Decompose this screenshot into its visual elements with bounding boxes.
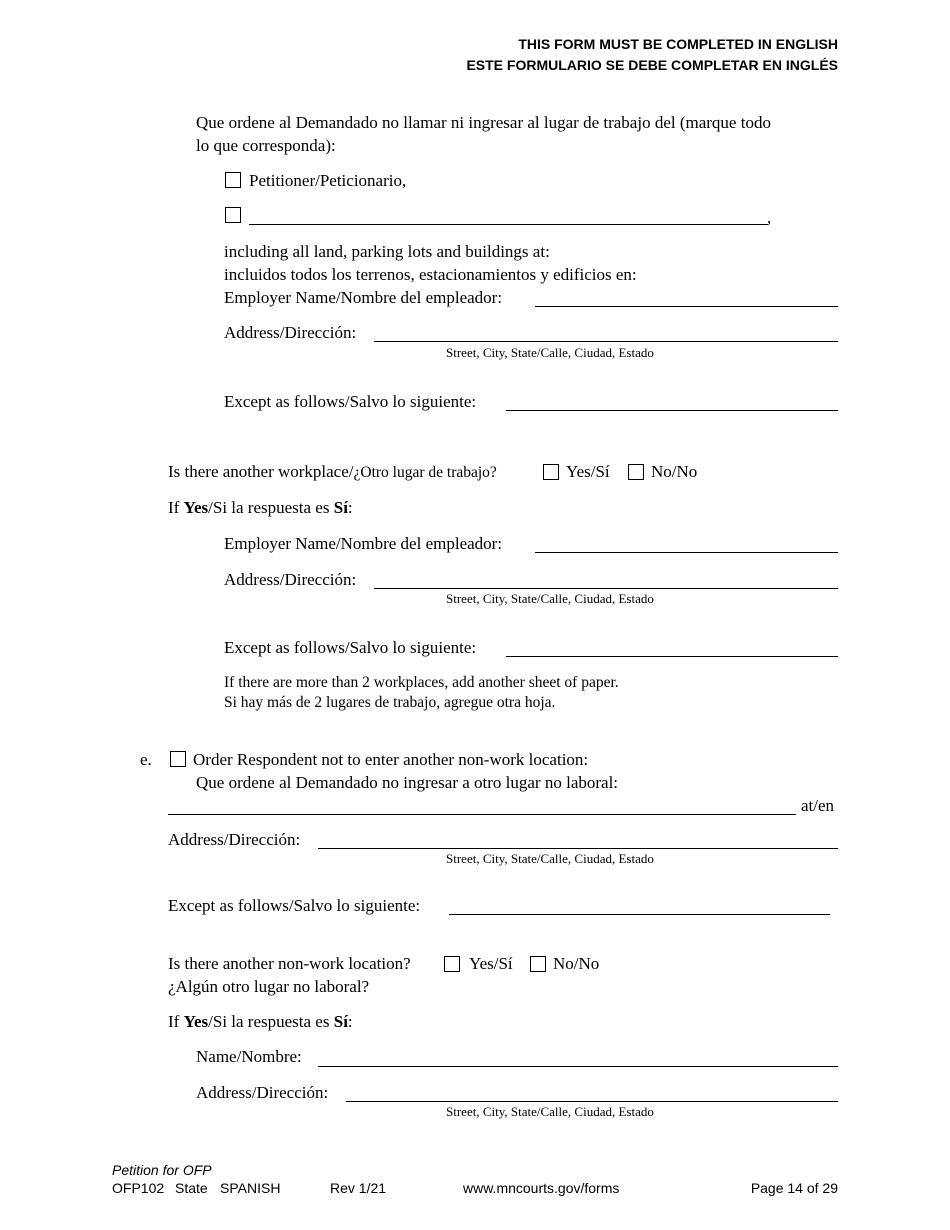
employer-name-label: Employer Name/Nombre del empleador: [224,288,503,307]
another-non-work-no-label: No/No [553,954,600,973]
including-english: including all land, parking lots and buildings at: [224,242,550,261]
non-work-except-field[interactable] [449,914,830,915]
at-en-label: at/en [801,796,835,815]
section-e-title-en: Order Respondent not to enter another non-work location: [193,750,589,769]
more-workplaces-note-es: Si hay más de 2 lugares de trabajo, agregue otra hoja. [224,694,556,711]
if-yes-instruction: If Yes/Si la respuesta es Sí: [168,498,353,517]
including-spanish: incluidos todos los terrenos, estacionamientos y edificios en: [224,265,637,284]
non-work-location-checkbox[interactable] [170,751,186,767]
other-person-name-field[interactable] [249,224,768,225]
footer-form-id: OFP102 [112,1180,165,1196]
address-field-2[interactable] [374,588,838,589]
section-e-title-es: Que ordene al Demandado no ingresar a otro lugar no laboral: [196,773,619,792]
another-non-work-question: Is there another non-work location? [168,954,411,973]
address-field[interactable] [374,341,838,342]
address-hint-2: Street, City, State/Calle, Ciudad, Estado [446,591,654,606]
other-person-checkbox[interactable] [225,207,241,223]
employer-name-label-2: Employer Name/Nombre del empleador: [224,534,503,553]
footer-title: Petition for OFP [112,1162,212,1178]
if-yes-instruction-2: If Yes/Si la respuesta es Sí: [168,1012,353,1031]
petitioner-checkbox[interactable] [225,172,241,188]
address-label: Address/Dirección: [224,323,357,342]
employer-name-field-2[interactable] [535,552,838,553]
workplace-intro-line1: Que ordene al Demandado no llamar ni ingresar al lugar de trabajo del (marque todo [196,113,771,132]
non-work-address-label: Address/Dirección: [168,830,301,849]
footer-page-number: Page 14 of 29 [750,1180,838,1196]
name-field[interactable] [318,1066,838,1067]
another-non-work-yes-checkbox[interactable] [444,956,460,972]
name-label: Name/Nombre: [196,1047,302,1066]
another-non-work-question-es: ¿Algún otro lugar no laboral? [168,977,370,996]
petitioner-option-label: Petitioner/Peticionario, [249,171,407,190]
another-workplace-no-label: No/No [651,462,698,481]
except-label: Except as follows/Salvo lo siguiente: [224,392,477,411]
non-work-address-field[interactable] [318,848,838,849]
address-hint-3: Street, City, State/Calle, Ciudad, Estado [446,1104,654,1119]
another-non-work-no-checkbox[interactable] [530,956,546,972]
another-workplace-yes-checkbox[interactable] [543,464,559,480]
footer-state: State [175,1180,208,1196]
header-spanish-notice: ESTE FORMULARIO SE DEBE COMPLETAR EN INGLÉS [466,57,838,73]
address-label-3: Address/Dirección: [196,1083,329,1102]
employer-name-field[interactable] [535,306,838,307]
non-work-address-hint: Street, City, State/Calle, Ciudad, Estado [446,851,654,866]
address-hint: Street, City, State/Calle, Ciudad, Estado [446,345,654,360]
except-label-2: Except as follows/Salvo lo siguiente: [224,638,477,657]
footer-language: SPANISH [220,1180,281,1196]
another-workplace-no-checkbox[interactable] [628,464,644,480]
address-field-3[interactable] [346,1101,838,1102]
header-english-notice: THIS FORM MUST BE COMPLETED IN ENGLISH [518,36,838,52]
section-e-letter: e. [140,750,152,769]
footer-url[interactable]: www.mncourts.gov/forms [463,1180,620,1196]
non-work-location-field[interactable] [168,814,796,815]
more-workplaces-note-en: If there are more than 2 workplaces, add another sheet of paper. [224,674,619,691]
except-field-2[interactable] [506,656,838,657]
address-label-2: Address/Dirección: [224,570,357,589]
non-work-except-label: Except as follows/Salvo lo siguiente: [168,896,421,915]
footer-revision: Rev 1/21 [330,1180,387,1196]
another-non-work-yes-label: Yes/Sí [469,954,513,973]
another-workplace-yes-label: Yes/Sí [566,462,610,481]
another-workplace-question: Is there another workplace/¿Otro lugar de trabajo? [168,462,497,481]
other-person-comma: , [767,208,772,227]
except-field[interactable] [506,410,838,411]
workplace-intro-line2: lo que corresponda): [196,136,336,155]
